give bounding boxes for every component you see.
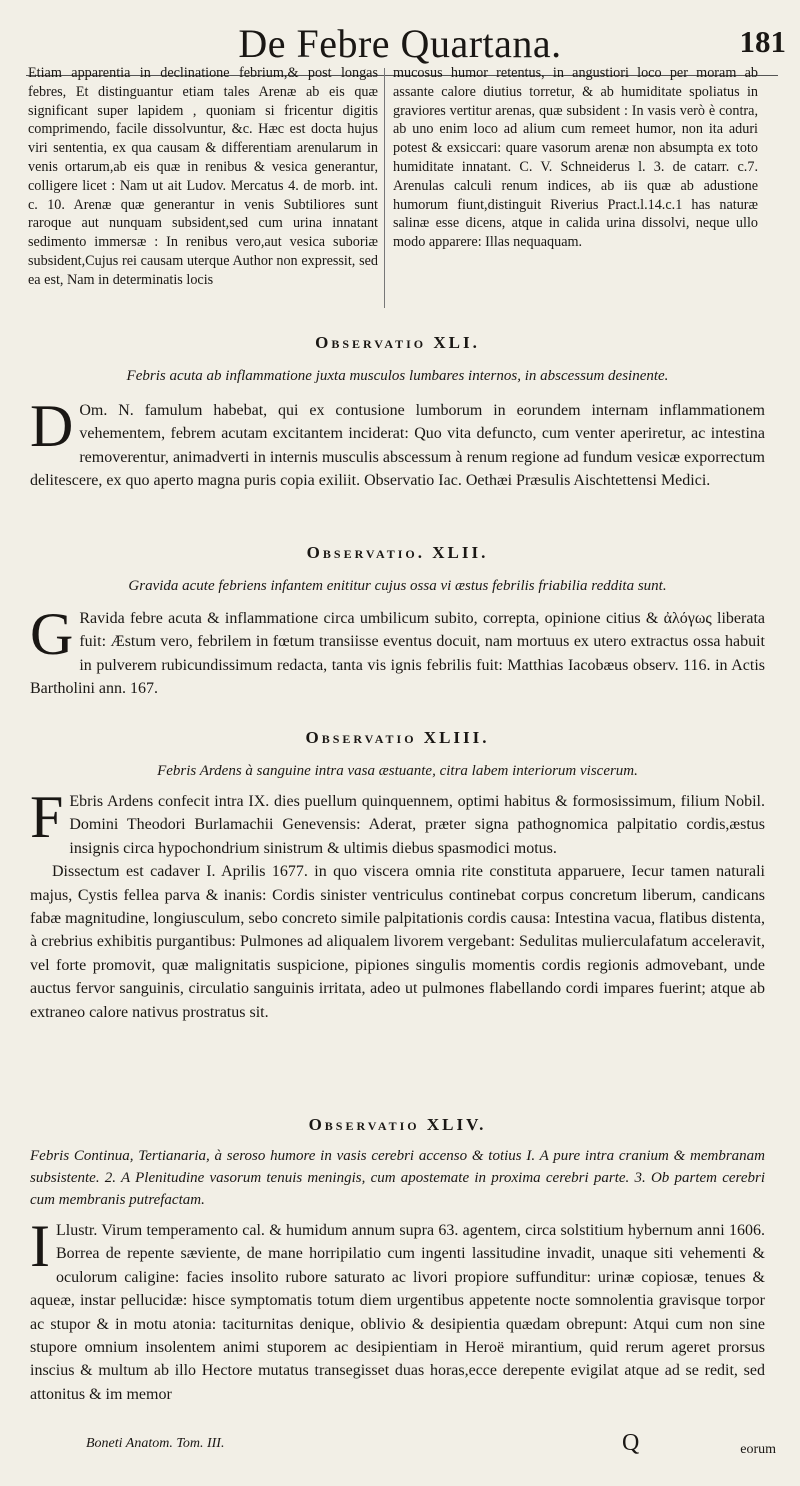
observation-44 xyxy=(30,1115,765,1406)
footer-signature: Boneti Anatom. Tom. III. xyxy=(86,1436,225,1451)
observation-paragraph: Dissectum est cadaver I. Aprilis 1677. in quo viscera omnia rite constituta apparuere, Iecur tamen naturali majus, Cystis fellea parva & inanis: Cordis sinister ventriculus continebat corpus concretum liberum, candicans fabæ magnitudine, longiusculum, sebo concreto simile palpitationis cordis causa: Intestina vacua, flatibus distenta, à crebrius exhibitis purgantibus: Pulmones ad aliqualem livorem vergebant: Sedulitas mulierculafatum acceleravit, vel forte promovit, quæ malignitatis suspicione, pipiones singulis momentis cordis regionis admovebant, unde auctus fervor sanguinis, circulatio sanguinis irritata, adeo ut pulmones flabellando cordi impares fuerint; atque ab extraneo calore nativus prostratus sit. xyxy=(30,863,765,1021)
observation-paragraph: Llustr. Virum temperamento cal. & humidum annum supra 63. agentem, circa solstitium hybernum anni 1606. Borrea de repente sæviente, de mane horripilatio cum ingenti lassitudine invadit, unaque siti vehementi & oculorum caligine: facies insolito rubore saturato ac livori propiore suffunditur: urinæ copiosæ, tenues & aqueæ, instar pellucidæ: hisce symptomatis totum diem urgentibus appetente nocte somnolentia gravisque torpor ac stupor & in motu atonia: taciturnitas denique, oblivio & desipientia quædam obrepunt: Atqui cum non sine stupore omnium insolentem animi stuporem ac desipientiam in Heroë mirantium, quid rerum ageret prorsus inscius & multum ab illo Hectore mutatus transegisset duas horas,ecce derepente evigilat atque ad se redit, sed attonitus & im memor xyxy=(30,1222,765,1403)
observation-body xyxy=(30,1213,765,1406)
intro-columns xyxy=(28,64,780,322)
drop-cap: I xyxy=(30,1213,50,1279)
intro-right-column: mucosus humor retentus, in angustiori loco per moram ab assante calore diutius torretur, & ab humiditate spoliatus in graviores vertitur arenas, quæ subsident : In vasis verò è contra, ab uno enim loco ad alium cum remeet humor, non ita aduri potest & exsiccari: quare vasorum arenæ non absumpta ex toto humiditate innatant. C. V. Schneiderus l. 3. de catarr. c.7. Arenulas calculi renum indices, ab iis quæ ab adustione humorum fiunt,distinguit Riverius Pract.l.14.c.1 has naturæ salinæ esse dicens, atque in calida urina dissolvi, neque ullo modo apparere: Illas nequaquam. xyxy=(393,65,758,251)
observation-heading: Observatio XLIV. xyxy=(308,1115,487,1134)
observation-41 xyxy=(30,333,765,493)
observation-title: Febris acuta ab inflammatione juxta musculos lumbares internos, in abscessum desinente. xyxy=(126,368,669,384)
observation-43 xyxy=(30,728,765,1024)
page-number: 181 xyxy=(739,24,786,59)
observation-paragraph: Om. N. famulum habebat, qui ex contusione lumborum in eorundem internam inflammationem vehementem, febrem acutam excitantem inciderat: Quo vita defuncto, cum venter aperiretur, ac intestina removerentur, animadverti in internis musculis abscessum à renum regione ad fundum vesicæ exporrectum delitescere, ex quo aperto magna puris copia exiliit. Observatio Iac. Oethæi Præsulis Aischtettensi Medici. xyxy=(30,402,765,490)
signature-mark: Q xyxy=(622,1430,640,1456)
observation-body xyxy=(30,601,765,701)
column-divider xyxy=(384,68,385,308)
drop-cap: G xyxy=(30,601,74,667)
running-title: De Febre Quartana. xyxy=(238,21,562,66)
observation-heading: Observatio XLIII. xyxy=(305,728,490,747)
observation-title: Gravida acute febriens infantem enititur cujus ossa vi æstus febrilis friabilia reddita sunt. xyxy=(128,578,667,594)
observation-heading: Observatio. XLII. xyxy=(306,543,489,562)
observation-title: Febris Continua, Tertianaria, à seroso humore in vasis cerebri accenso & totius I. A pure intra cranium & membranam subsistente. 2. A Plenitudine vasorum tenuis meningis, cum apostemate in proxima cerebri parte. 3. Ob partem cerebri cum membranis putrefactam. xyxy=(30,1148,765,1208)
intro-left-column: Etiam apparentia in declinatione febrium,& post longas febres, Et distinguantur etiam tales Arenæ ab eis quæ significant super lapidem , quoniam si fricentur digitis comprimendo, facile dissolvuntur, &c. Hæc est docta hujus viri sententia, ex qua causam & differentiam arenularum in venis ortarum,ab eis quæ in renibus & vesica generantur, colligere licet : Nam ut ait Ludov. Mercatus 4. de morb. int. c. 10. Arenæ quæ generantur in venis Subtiliores sunt raroque aut nunquam subsident,sed cum urina innatant sedimento immersæ : In renibus vero,aut vesica suboriæ subsident,Cujus rei causam uterque Author non expressit, sed ea est, Nam in determinatis locis xyxy=(28,65,378,288)
observation-paragraph: Ebris Ardens confecit intra IX. dies puellum quinquennem, optimi habitus & formosissimum, filium Nobil. Domini Theodori Burlamachii Genevensis: Aderat, præter signa pathognomica palpitatio cordis,æstus insignis circa hypochondrium sinistrum & ultimis diebus spasmodici motus. xyxy=(69,793,765,857)
observation-paragraph: Ravida febre acuta & inflammatione circa umbilicum subito, correpta, opinione citius & ἀλόγως liberata fuit: Æstum vero, febrilem in fœtum transiisse eventus docuit, nam mortuus ex utero extractus ossa habuit in pulverem rubicundissimum redacta, tanta vis ignis febrilis fuit: Matthias Iacobæus observ. 116. in Actis Bartholini ann. 167. xyxy=(30,610,765,698)
observation-42 xyxy=(30,543,765,701)
observation-heading: Observatio XLI. xyxy=(315,333,480,352)
catchword: eorum xyxy=(740,1442,776,1457)
page-footer xyxy=(86,1430,776,1466)
running-head xyxy=(0,14,800,66)
drop-cap: D xyxy=(30,393,74,459)
observation-body xyxy=(30,784,765,860)
observation-title: Febris Ardens à sanguine intra vasa æstuante, citra labem interiorum viscerum. xyxy=(157,763,638,779)
observation-body xyxy=(30,393,765,493)
drop-cap: F xyxy=(30,784,64,850)
